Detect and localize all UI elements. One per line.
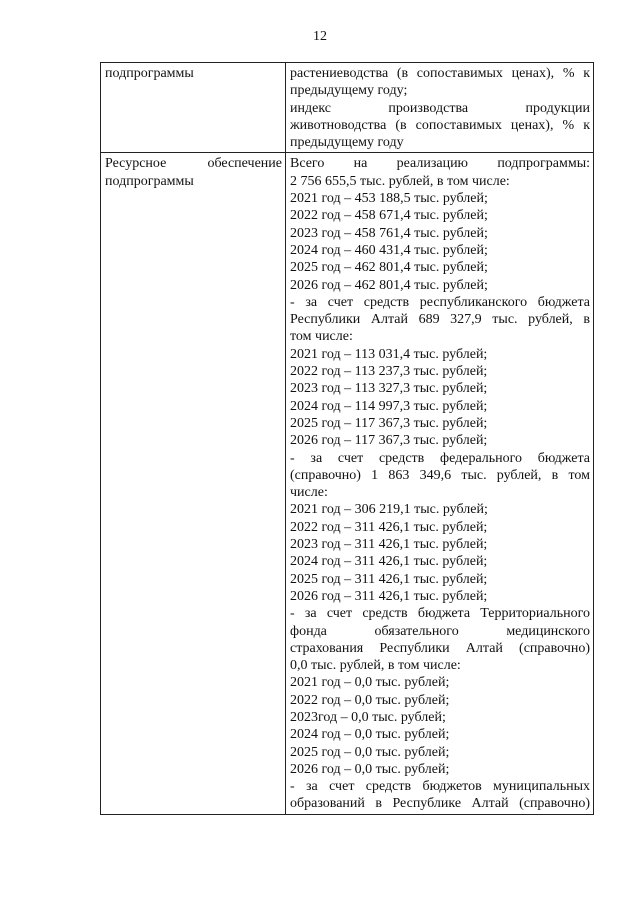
content-line: - за счет средств бюджета Территориального (290, 606, 590, 622)
row-label: подпрограммы (101, 63, 286, 153)
content-line: - за счет средств бюджетов муниципальных (290, 779, 590, 795)
content-line: 2025 год – 462 801,4 тыс. рублей; (290, 260, 488, 276)
content-line: Всего на реализацию подпрограммы: (290, 156, 590, 172)
content-line: 2021 год – 306 219,1 тыс. рублей; (290, 502, 488, 518)
content-line: индекс производства продукции (290, 100, 590, 116)
content-line: 2024 год – 0,0 тыс. рублей; (290, 727, 450, 743)
content-line: - за счет средств республиканского бюджета (290, 294, 590, 310)
content-line: страхования Республики Алтай (справочно) (290, 640, 590, 656)
content-line: 2021 год – 453 188,5 тыс. рублей; (290, 191, 488, 207)
content-line: 2025 год – 311 426,1 тыс. рублей; (290, 571, 488, 587)
passport-table (100, 62, 594, 815)
content-line: 2 756 655,5 тыс. рублей, в том числе: (290, 173, 510, 189)
content-line: 2024 год – 311 426,1 тыс. рублей; (290, 554, 488, 570)
content-line: 2022 год – 311 426,1 тыс. рублей; (290, 519, 488, 535)
content-line: числе: (290, 485, 328, 501)
content-line: 2026 год – 311 426,1 тыс. рублей; (290, 588, 488, 604)
content-line: растениеводства (в сопоставимых ценах), % к (290, 66, 590, 81)
content-line: 2026 год – 117 367,3 тыс. рублей; (290, 433, 488, 449)
content-line: 2021 год – 113 031,4 тыс. рублей; (290, 346, 488, 362)
content-line: Республики Алтай 689 327,9 тыс. рублей, в (290, 312, 590, 328)
row-label: Ресурсное обеспечение подпрограммы (101, 153, 286, 814)
content-line: предыдущему году; (290, 83, 408, 99)
content-line: 2023 год – 458 761,4 тыс. рублей; (290, 225, 488, 241)
content-line: 2023 год – 311 426,1 тыс. рублей; (290, 537, 488, 553)
content-line: 2026 год – 0,0 тыс. рублей; (290, 761, 450, 777)
content-line: 2025 год – 0,0 тыс. рублей; (290, 744, 450, 760)
content-line: 2023год – 0,0 тыс. рублей; (290, 709, 446, 725)
content-line: 0,0 тыс. рублей, в том числе: (290, 658, 461, 674)
content-line: 2026 год – 462 801,4 тыс. рублей; (290, 277, 488, 293)
row-content (286, 63, 594, 153)
table-row (101, 153, 594, 814)
content-line: 2024 год – 460 431,4 тыс. рублей; (290, 242, 488, 258)
content-line: 2025 год – 117 367,3 тыс. рублей; (290, 415, 488, 431)
content-line: 2021 год – 0,0 тыс. рублей; (290, 675, 450, 691)
content-line: 2023 год – 113 327,3 тыс. рублей; (290, 381, 488, 397)
content-line: (справочно) 1 863 349,6 тыс. рублей, в том (290, 467, 590, 483)
content-line: предыдущему году (290, 135, 404, 151)
content-line: животноводства (в сопоставимых ценах), % к (290, 117, 590, 133)
content-line: 2022 год – 0,0 тыс. рублей; (290, 692, 450, 708)
content-line: 2022 год – 458 671,4 тыс. рублей; (290, 208, 488, 224)
content-line: 2022 год – 113 237,3 тыс. рублей; (290, 364, 488, 380)
row-content (286, 153, 594, 814)
content-line: 2024 год – 114 997,3 тыс. рублей; (290, 398, 488, 414)
page-number: 12 (313, 29, 327, 44)
table-row (101, 63, 594, 153)
content-line: образований в Республике Алтай (справочно) (290, 796, 590, 812)
content-line: - за счет средств федерального бюджета (290, 450, 590, 466)
content-line: фонда обязательного медицинского (290, 623, 590, 639)
content-line: том числе: (290, 329, 353, 345)
